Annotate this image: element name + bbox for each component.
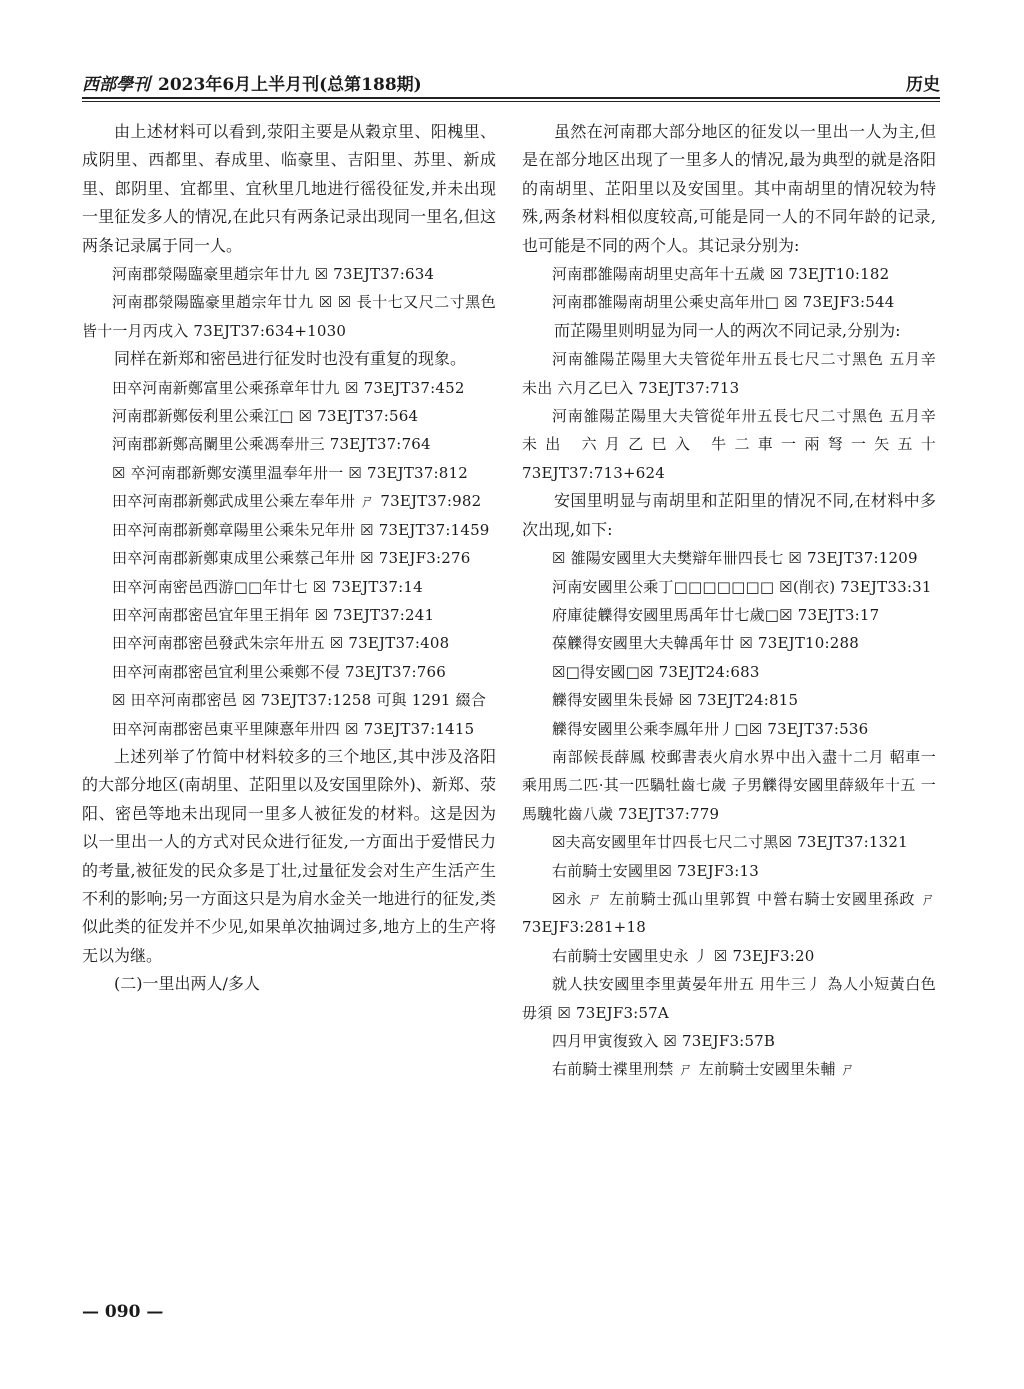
body-paragraph: 而芷陽里则明显为同一人的两次不同记录,分别为: bbox=[554, 320, 901, 340]
slip-quotation: 觻得安國里朱長婦 ☒ 73EJT24:815 bbox=[552, 691, 799, 710]
slip-quotation: 田卒河南郡密邑宜利里公乘鄭不侵 73EJT37:766 bbox=[112, 662, 446, 681]
slip-quotation: ☒ 雒陽安國里大夫樊辯年卌四長七 ☒ 73EJT37:1209 bbox=[552, 549, 918, 568]
slip-quotation: 四月甲寅復致入 ☒ 73EJF3:57B bbox=[552, 1032, 776, 1050]
slip-quotation: 田卒河南郡新鄭章陽里公乘朱兄年卅 ☒ 73EJT37:1459 bbox=[112, 520, 490, 539]
page-number: — 090 — bbox=[82, 1302, 164, 1322]
body-paragraph: 虽然在河南郡大部分地区的征发以一里出一人为主,但是在部分地区出现了一里多人的情况,最为典型的就是洛阳的南胡里、芷阳里以及安国里。其中南胡里的情况较为特殊,两条材料相似度较高,可能是同一人的不同年龄的记录,也可能是不同的两个人。其记录分别为: bbox=[522, 122, 936, 255]
right-column bbox=[522, 118, 936, 1084]
slip-quotation: 右前騎士褋里刑禁 ㄕ 左前騎士安國里朱輔 ㄕ bbox=[552, 1060, 856, 1079]
slip-quotation: 河南雒陽芷陽里大夫管從年卅五長七尺二寸黑色 五月辛未出 六月乙巳入 牛二車一兩弩一矢五十 73EJT37:713+624 bbox=[522, 407, 936, 482]
slip-quotation: 右前騎士安國里史永 丿 ☒ 73EJF3:20 bbox=[552, 946, 815, 965]
body-paragraph: 由上述材料可以看到,荥阳主要是从穀京里、阳槐里、成阴里、西都里、春成里、临豪里、吉阳里、苏里、新成里、郎阴里、宜都里、宜秋里几地进行徭役征发,并未出现一里征发多人的情况,在此只有两条记录出现同一里名,但这两条记录属于同一人。 bbox=[82, 122, 496, 255]
slip-quotation: ☒ 卒河南郡新鄭安漢里温奉年卅一 ☒ 73EJT37:812 bbox=[112, 463, 469, 482]
slip-quotation: 河南雒陽芷陽里大夫管從年卅五長七尺二寸黑色 五月辛未出 六月乙巳入 73EJT37:713 bbox=[522, 350, 936, 397]
slip-quotation: ☒夫高安國里年廿四長七尺二寸黑☒ 73EJT37:1321 bbox=[552, 833, 908, 852]
slip-quotation: 田卒河南郡新鄭武成里公乘左奉年卅 ㄕ 73EJT37:982 bbox=[112, 492, 482, 511]
slip-quotation: 田卒河南郡密邑東平里陳憙年卅四 ☒ 73EJT37:1415 bbox=[112, 719, 475, 738]
header-rule bbox=[82, 97, 940, 99]
slip-quotation: 河南郡雒陽南胡里史高年十五歲 ☒ 73EJT10:182 bbox=[552, 265, 890, 284]
slip-quotation: 田卒河南郡新鄭東成里公乘蔡己年卅 ☒ 73EJF3:276 bbox=[112, 549, 471, 568]
slip-quotation: 河南郡新鄭佞利里公乘江□ ☒ 73EJT37:564 bbox=[112, 407, 419, 426]
subsection-heading: (二)一里出两人/多人 bbox=[114, 974, 260, 994]
body-paragraph: 安国里明显与南胡里和芷阳里的情况不同,在材料中多次出现,如下: bbox=[522, 491, 936, 539]
page-header bbox=[82, 66, 940, 96]
slip-quotation: ☒□得安國□☒ 73EJT24:683 bbox=[552, 662, 760, 681]
body-paragraph: 同样在新郑和密邑进行征发时也没有重复的现象。 bbox=[114, 349, 467, 369]
left-column bbox=[82, 118, 496, 999]
slip-quotation: 河南郡雒陽南胡里公乘史高年卅□ ☒ 73EJF3:544 bbox=[552, 293, 895, 312]
slip-quotation: 田卒河南密邑西游□□年廿七 ☒ 73EJT37:14 bbox=[112, 577, 423, 596]
slip-quotation: 葆觻得安國里大夫韓禹年廿 ☒ 73EJT10:288 bbox=[552, 634, 860, 653]
slip-quotation: 河南郡滎陽臨豪里趙宗年廿九 ☒ 73EJT37:634 bbox=[112, 265, 435, 284]
slip-quotation: 田卒河南郡密邑宜年里王捐年 ☒ 73EJT37:241 bbox=[112, 605, 435, 624]
slip-quotation: ☒ 田卒河南郡密邑 ☒ 73EJT37:1258 可與 1291 綴合 bbox=[112, 691, 487, 710]
slip-quotation: ☒永 ㄕ 左前騎士孤山里郭賀 中營右騎士安國里孫政 ㄕ 73EJF3:281+18 bbox=[522, 889, 936, 937]
slip-quotation: 田卒河南郡密邑發武朱宗年卅五 ☒ 73EJT37:408 bbox=[112, 634, 450, 653]
slip-quotation: 觻得安國里公乘李鳳年卅丿□☒ 73EJT37:536 bbox=[552, 719, 869, 738]
section-title: 历史 bbox=[906, 75, 940, 95]
header-rule-thin bbox=[82, 101, 940, 102]
journal-logo: 西部學刊 bbox=[82, 75, 150, 95]
slip-quotation: 府庫徒觻得安國里馬禹年廿七歲□☒ 73EJT3:17 bbox=[552, 605, 880, 624]
issue-info: 2023年6月上半月刊(总第188期) bbox=[158, 75, 422, 95]
slip-quotation: 田卒河南新鄭富里公乘孫章年廿九 ☒ 73EJT37:452 bbox=[112, 378, 465, 397]
slip-quotation: 南部候長薛鳳 校郵書表火肩水界中出入盡十二月 軺車一乘用馬二匹·其一匹騧牡齒七歲 子男觻得安國里薛級年十五 一馬騩牝齒八歲 73EJT37:779 bbox=[522, 747, 936, 823]
body-paragraph: 上述列举了竹简中材料较多的三个地区,其中涉及洛阳的大部分地区(南胡里、芷阳里以及安国里除外)、新郑、荥阳、密邑等地未出现同一里多人被征发的材料。这是因为以一里出一人的方式对民众进行征发,一方面出于爱惜民力的考量,被征发的民众多是丁壮,过量征发会对生产生活产生不利的影响;另一方面这只是为肩水金关一地进行的征发,类似此类的征发并不少见,如果单次抽调过多,地方上的生产将无以为继。 bbox=[82, 746, 496, 965]
slip-quotation: 河南郡滎陽臨豪里趙宗年廿九 ☒ ☒ 長十七又尺二寸黑色 皆十一月丙戌入 73EJT37:634+1030 bbox=[82, 293, 496, 340]
slip-quotation: 右前騎士安國里☒ 73EJF3:13 bbox=[552, 861, 759, 880]
slip-quotation: 河南安國里公乘丁□□□□□□□ ☒(削衣) 73EJT33:31 bbox=[552, 577, 932, 596]
slip-quotation: 就人扶安國里李里黃晏年卅五 用牛三丿 為人小短黃白色毋須 ☒ 73EJF3:57A bbox=[522, 975, 936, 1022]
slip-quotation: 河南郡新鄭高闌里公乘馮奉卅三 73EJT37:764 bbox=[112, 435, 431, 454]
